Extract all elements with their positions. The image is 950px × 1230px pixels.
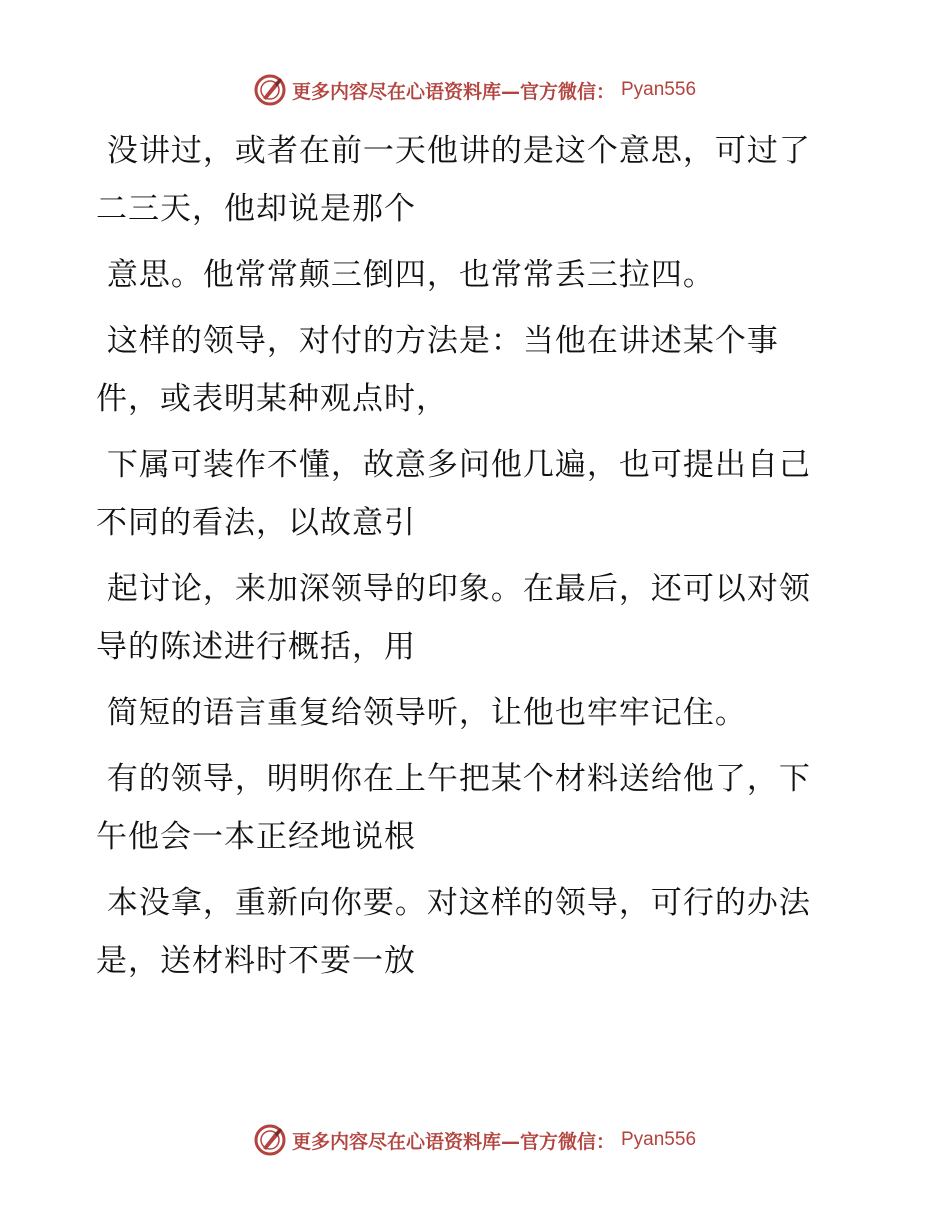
paragraph: 简短的语言重复给领导听，让他也牢牢记住。 — [96, 695, 747, 731]
header-banner — [0, 70, 950, 110]
footer-banner-text: 更多内容尽在心语资料库—官方微信： — [291, 1130, 615, 1153]
paragraph: 起讨论，来加深领导的印象。在最后，还可以对领导的陈述进行概括，用 — [96, 571, 811, 665]
pen-nib-logo-icon — [254, 1124, 286, 1156]
footer-banner — [0, 1120, 950, 1160]
paragraph: 没讲过，或者在前一天他讲的是这个意思，可过了二三天，他却说是那个 — [96, 133, 811, 227]
paragraph: 下属可装作不懂，故意多问他几遍，也可提出自己不同的看法，以故意引 — [96, 447, 811, 541]
paragraph: 这样的领导，对付的方法是：当他在讲述某个事件，或表明某种观点时， — [96, 323, 779, 417]
pen-nib-logo-icon — [254, 74, 286, 106]
header-banner-text: 更多内容尽在心语资料库—官方微信： — [291, 80, 615, 103]
paragraph: 有的领导，明明你在上午把某个材料送给他了，下午他会一本正经地说根 — [96, 761, 811, 855]
header-banner-wechat: Pyan556 — [621, 79, 697, 100]
paragraph: 意思。他常常颠三倒四，也常常丢三拉四。 — [96, 257, 715, 293]
footer-banner-wechat: Pyan556 — [621, 1129, 697, 1150]
paragraph: 本没拿，重新向你要。对这样的领导，可行的办法是，送材料时不要一放 — [96, 885, 811, 979]
document-body — [96, 122, 836, 998]
